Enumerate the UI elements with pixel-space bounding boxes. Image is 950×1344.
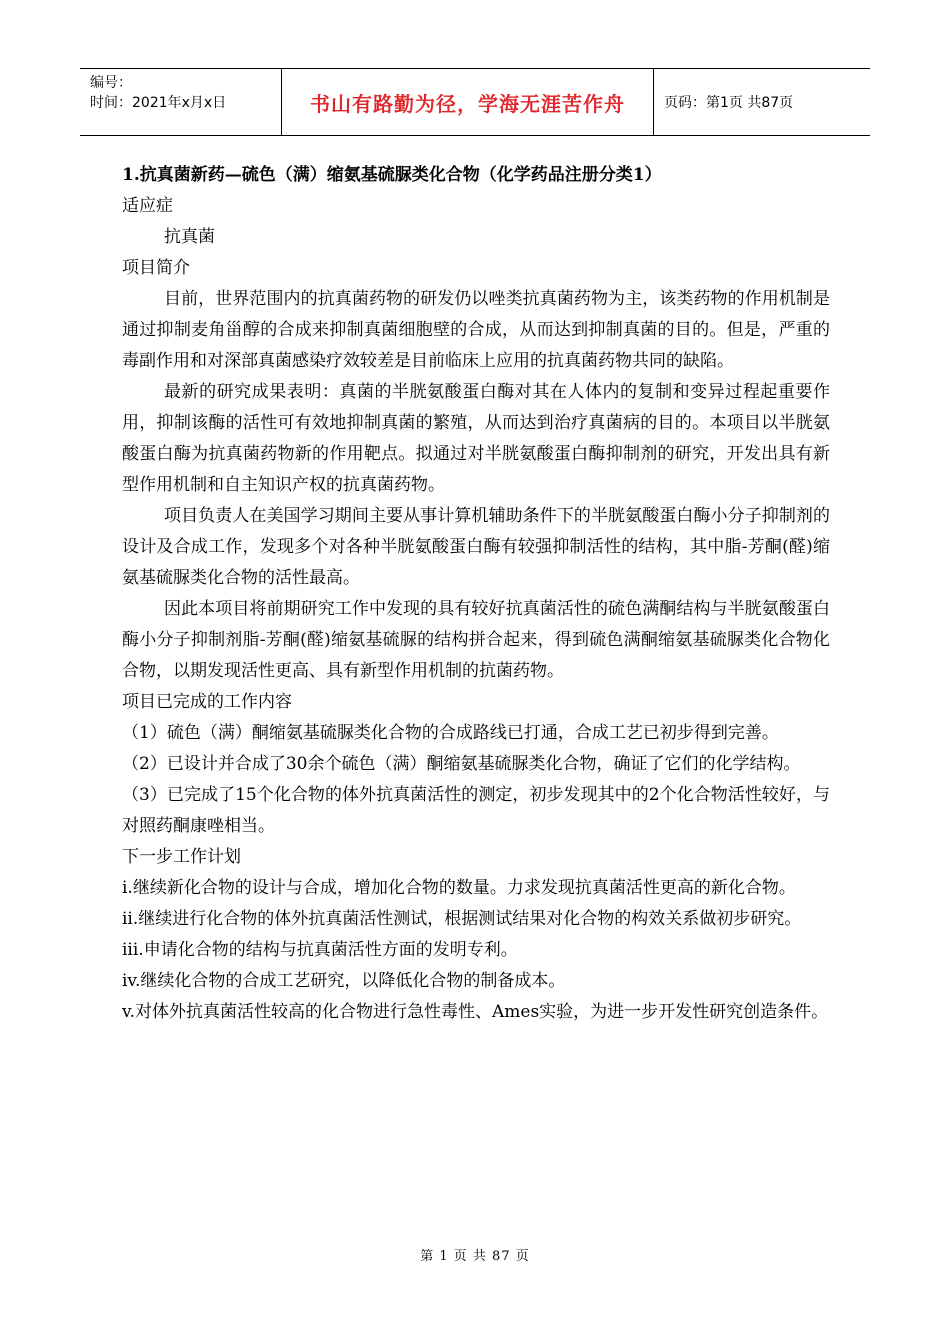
list-item: i.继续新化合物的设计与合成，增加化合物的数量。力求发现抗真菌活性更高的新化合物。 bbox=[122, 878, 796, 898]
paragraph: 项目负责人在美国学习期间主要从事计算机辅助条件下的半胱氨酸蛋白酶小分子抑制剂的设计及合成工作，发现多个对各种半胱氨酸蛋白酶有较强抑制活性的结构，其中脂-芳酮(醛)缩氨基硫脲类化合物的活性最高。 bbox=[122, 506, 830, 588]
list-item: （2）已设计并合成了30余个硫色（满）酮缩氨基硫脲类化合物，确证了它们的化学结构。 bbox=[122, 754, 801, 774]
doc-number-label: 编号： bbox=[90, 75, 132, 91]
list-item: （1）硫色（满）酮缩氨基硫脲类化合物的合成路线已打通，合成工艺已初步得到完善。 bbox=[122, 723, 779, 743]
list-item: （3）已完成了15个化合物的体外抗真菌活性的测定，初步发现其中的2个化合物活性较好，与对照药酮康唑相当。 bbox=[122, 785, 830, 836]
list-item: v.对体外抗真菌活性较高的化合物进行急性毒性、Ames实验，为进一步开发性研究创造条件。 bbox=[122, 1002, 829, 1022]
list-item: iii.申请化合物的结构与抗真菌活性方面的发明专利。 bbox=[122, 940, 518, 960]
document-body bbox=[122, 160, 830, 1028]
doc-time-label: 时间：2021年x月x日 bbox=[90, 95, 227, 111]
list-item: ii.继续进行化合物的体外抗真菌活性测试，根据测试结果对化合物的构效关系做初步研究。 bbox=[122, 909, 802, 929]
paragraph: 目前，世界范围内的抗真菌药物的研发仍以唑类抗真菌药物为主，该类药物的作用机制是通过抑制麦角甾醇的合成来抑制真菌细胞壁的合成，从而达到抑制真菌的目的。但是，严重的毒副作用和对深部真菌感染疗效较差是目前临床上应用的抗真菌药物共同的缺陷。 bbox=[122, 289, 830, 371]
document-title: 1.抗真菌新药—硫色（满）缩氨基硫脲类化合物（化学药品注册分类1） bbox=[122, 165, 662, 185]
paragraph: 最新的研究成果表明：真菌的半胱氨酸蛋白酶对其在人体内的复制和变异过程起重要作用，抑制该酶的活性可有效地抑制真菌的繁殖，从而达到治疗真菌病的目的。本项目以半胱氨酸蛋白酶为抗真菌药物新的作用靶点。拟通过对半胱氨酸蛋白酶抑制剂的研究，开发出具有新型作用机制和自主知识产权的抗真菌药物。 bbox=[122, 382, 830, 495]
indication-text: 抗真菌 bbox=[164, 227, 215, 247]
header-table bbox=[80, 68, 870, 136]
header-page-code: 页码：第1页 共87页 bbox=[664, 95, 794, 111]
section-heading-indications: 适应症 bbox=[122, 196, 173, 216]
section-heading-next-plan: 下一步工作计划 bbox=[122, 847, 241, 867]
section-heading-overview: 项目简介 bbox=[122, 258, 190, 278]
section-heading-completed-work: 项目已完成的工作内容 bbox=[122, 692, 292, 712]
header-motto: 书山有路勤为径，学海无涯苦作舟 bbox=[282, 69, 654, 135]
list-item: iv.继续化合物的合成工艺研究，以降低化合物的制备成本。 bbox=[122, 971, 566, 991]
paragraph: 因此本项目将前期研究工作中发现的具有较好抗真菌活性的硫色满酮结构与半胱氨酸蛋白酶小分子抑制剂脂-芳酮(醛)缩氨基硫脲的结构拼合起来，得到硫色满酮缩氨基硫脲类化合物化合物，以期发现活性更高、具有新型作用机制的抗菌药物。 bbox=[122, 599, 830, 681]
header-meta-cell bbox=[80, 69, 282, 135]
page-footer: 第 1 页 共 87 页 bbox=[420, 1249, 530, 1264]
